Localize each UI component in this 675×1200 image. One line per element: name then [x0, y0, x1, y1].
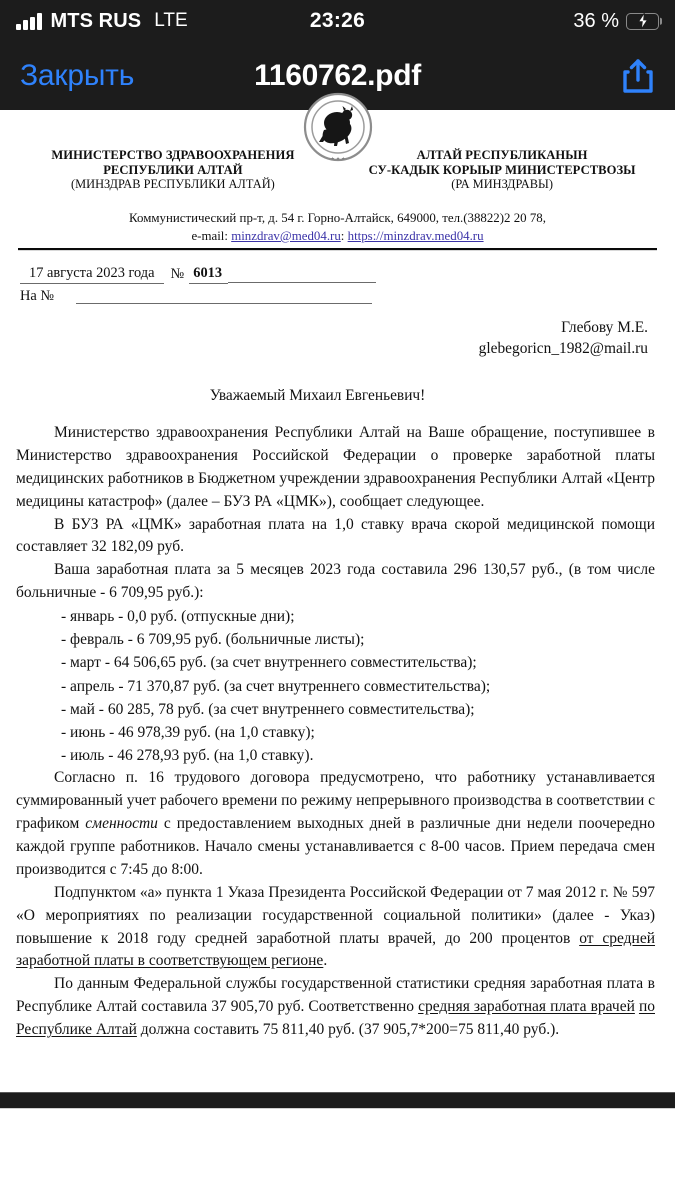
number-label: №	[170, 266, 185, 283]
document-date: 17 августа 2023 года	[20, 265, 164, 284]
ministry-name-ru-line2: РЕСПУБЛИКИ АЛТАЙ	[103, 162, 243, 177]
body-paragraph-4	[13, 767, 662, 882]
body-paragraph-3	[13, 559, 662, 605]
paragraph-rate: В БУЗ РА «ЦМК» заработная плата на 1,0 ставку врача скорой медицинской помощи составляет 32 182,09 руб.	[16, 515, 655, 556]
status-bar	[0, 0, 675, 42]
carrier-label: MTS RUS	[50, 9, 142, 32]
reference-row-reply	[20, 284, 662, 306]
contract-text-b: с предоставлением выходных дней в различные дни недели поочередно каждой группе работников. Начало смены устанавливается с 8-00 часов. Прием передача смен производится с 7:45 до 8:00.	[16, 814, 655, 878]
email-link[interactable]: minzdrav@med04.ru	[231, 228, 341, 243]
stats-text-underlined-2: по Республике Алтай	[16, 998, 655, 1039]
body-paragraph-6	[13, 973, 662, 1042]
list-item: - январь - 0,0 руб. (отпускные дни);	[61, 608, 295, 626]
ministry-name-alt-line1: АЛТАЙ РЕСПУБЛИКАНЫН	[416, 148, 588, 162]
reference-block	[13, 262, 662, 306]
paragraph-decree	[16, 882, 655, 974]
addressee-email: glebegoricn_1982@mail.ru	[478, 340, 648, 357]
paragraph-intro: Министерство здравоохранения Республики Алтай на Ваше обращение, поступившее в Министерство здравоохранения Российской Федерации о проверке заработной платы медицинских работников в Бюджетном учреждении здравоохранения Республики Алтай «Центр медицины катастроф» (далее – БУЗ РА «ЦМК»), сообщает следующее.	[16, 423, 656, 510]
ministry-name-alt-line2: СУ-КАДЫК КОРЫЫР МИНИСТЕРСТВОЗЫ	[368, 162, 636, 177]
email-label: e-mail:	[191, 228, 228, 243]
reference-row-date	[20, 262, 662, 284]
list-item: - июнь - 46 978,39 руб. (на 1,0 ставку);	[61, 723, 315, 741]
stats-text-b: должна составить 75 811,40 руб. (37 905,7*200=75 811,40 руб.).	[136, 1021, 560, 1039]
body-paragraph-5	[13, 882, 662, 974]
stats-text-underlined-1: средняя заработная плата врачей	[418, 998, 635, 1016]
close-button[interactable]: Закрыть	[20, 59, 135, 92]
stats-text-a: По данным Федеральной службы государственной статистики средняя заработная плата в Республике Алтай составила 37 905,70 руб. Соответственно	[16, 975, 655, 1016]
letterhead-left	[21, 148, 325, 192]
monthly-salary-list	[13, 605, 662, 767]
decree-text-b: .	[323, 952, 328, 970]
status-bar-right	[573, 10, 659, 33]
ministry-name-ru-line1: МИНИСТЕРСТВО ЗДРАВООХРАНЕНИЯ	[51, 148, 295, 162]
letterhead-right	[350, 148, 654, 192]
pdf-scroll-area[interactable]	[0, 110, 675, 1200]
contact-block	[13, 209, 662, 246]
list-item: - март - 64 506,65 руб. (за счет внутреннего совместительства);	[61, 654, 477, 672]
list-item: - апрель - 71 370,87 руб. (за счет внутреннего совместительства);	[61, 677, 491, 695]
page-separator	[0, 1092, 675, 1109]
decree-text-a: Подпунктом «а» пункта 1 Указа Президента Российской Федерации от 7 мая 2012 г. № 597 «О мероприятиях по реализации государственной социальной политики» (далее - Указ) повышение к 2018 году средней заработной платы врачей, до 200 процентов	[16, 883, 655, 947]
share-button[interactable]	[621, 57, 655, 95]
share-icon	[621, 57, 655, 95]
document-title: 1160762.pdf	[254, 59, 421, 92]
letterhead-divider	[18, 248, 657, 251]
website-link[interactable]: https://minzdrav.med04.ru	[347, 228, 484, 243]
pdf-page-2	[0, 1109, 675, 1169]
paragraph-contract	[16, 767, 655, 882]
contract-text-italic: сменности	[85, 814, 158, 832]
email-line	[13, 227, 662, 245]
link-separator: :	[340, 228, 345, 243]
reply-to-label: На №	[20, 288, 55, 305]
svg-text:★ ★ ★: ★ ★ ★	[330, 156, 345, 161]
signal-bars-icon	[16, 13, 42, 30]
body-paragraph-1	[13, 422, 662, 514]
status-bar-clock: 23:26	[309, 9, 366, 32]
decree-text-underlined: от средней заработной платы в соответствующем регионе	[16, 929, 656, 970]
greeting-line: Уважаемый Михаил Евгеньевич!	[209, 386, 426, 404]
address-line: Коммунистический пр-т, д. 54 г. Горно-Алтайск, 649000, тел.(38822)2 20 78,	[129, 210, 546, 225]
list-item: - февраль - 6 709,95 руб. (больничные листы);	[61, 631, 365, 649]
battery-percent-label: 36 %	[573, 9, 619, 32]
battery-charging-icon	[626, 13, 659, 30]
number-blank-line	[228, 282, 376, 283]
reply-to-blank-line	[76, 303, 372, 304]
paragraph-statistics	[16, 973, 655, 1042]
ministry-abbr-alt: (РА МИНЗДРАВЫ)	[451, 177, 553, 192]
document-number: 6013	[189, 265, 228, 284]
status-bar-left	[16, 10, 188, 33]
list-item: - май - 60 285, 78 руб. (за счет внутреннего совместительства);	[61, 700, 475, 718]
contract-text-a: Согласно п. 16 трудового договора предусмотрено, что работнику устанавливается суммированный учет рабочего времени по режиму непрерывного производства в соответствии с графиком	[16, 768, 655, 832]
body-paragraph-2	[13, 514, 662, 560]
list-item: - июль - 46 278,93 руб. (на 1,0 ставку).	[61, 746, 314, 764]
paragraph-total-salary: Ваша заработная плата за 5 месяцев 2023 года составила 296 130,57 руб., (в том числе больничные - 6 709,95 руб.):	[16, 561, 655, 602]
ministry-abbr-ru: (МИНЗДРАВ РЕСПУБЛИКИ АЛТАЙ)	[71, 177, 275, 192]
network-type-label: LTE	[154, 10, 188, 31]
pdf-page-1	[0, 110, 675, 1042]
addressee-block	[13, 318, 662, 360]
addressee-name: Глебову М.Е.	[561, 319, 648, 337]
lightning-bolt-icon	[636, 13, 649, 29]
